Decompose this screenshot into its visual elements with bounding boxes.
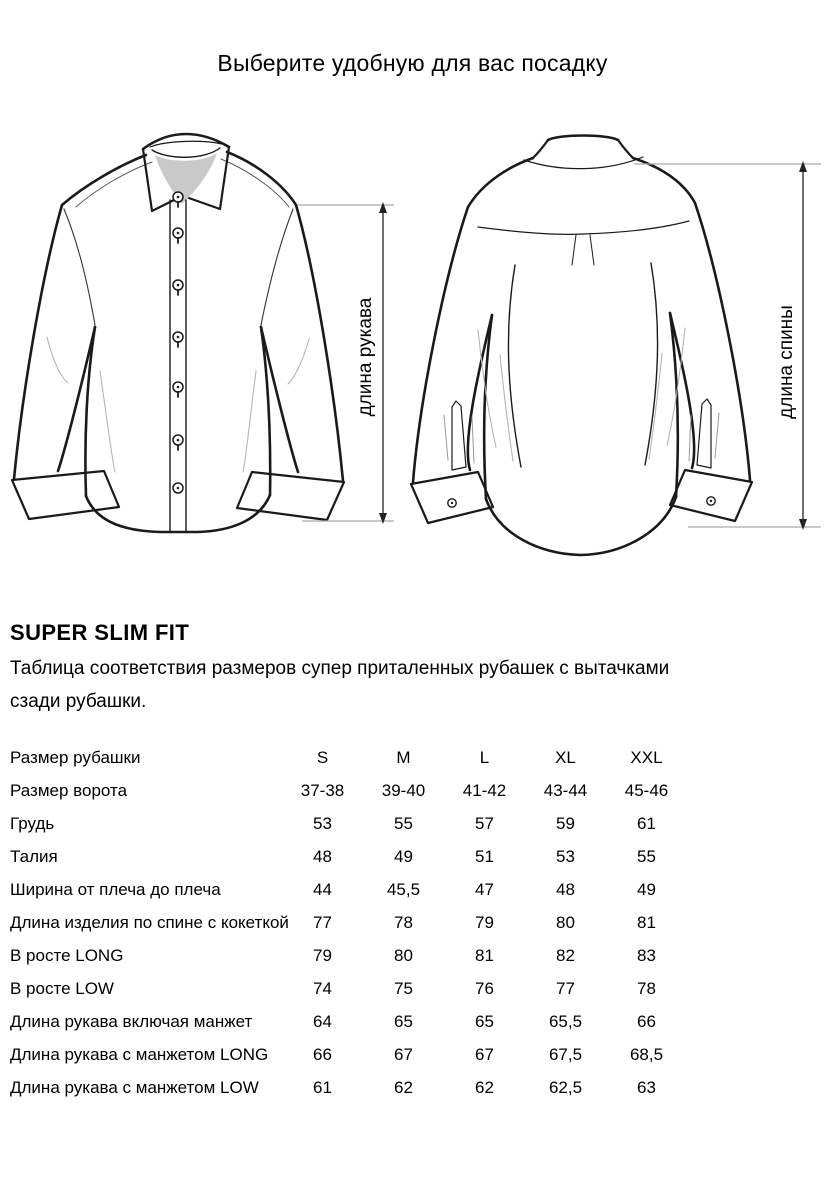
measurement-value: 37-38 [300,780,345,800]
table-row [10,873,690,906]
size-column-header: XL [555,747,576,767]
measurement-value: 78 [637,978,656,998]
measurement-value: 62 [394,1077,413,1097]
measurement-value: 62 [475,1077,494,1097]
row-label: Размер ворота [10,780,128,800]
measurement-value: 64 [313,1011,332,1031]
arrow-down-icon [799,519,807,530]
measurement-value: 65,5 [548,1011,583,1031]
sleeve-length-measure-line [298,202,394,524]
measurement-value: 65 [394,1011,413,1031]
measurement-value: 76 [475,978,494,998]
row-label: Ширина от плеча до плеча [10,879,221,899]
measurement-value: 66 [313,1044,332,1064]
front-shirt-drawing [12,134,344,532]
size-column-header: M [396,747,411,767]
measurement-value: 83 [637,945,656,965]
measurement-value: 61 [637,813,656,833]
measurement-value: 81 [475,945,494,965]
row-label: Длина рукава включая манжет [10,1011,253,1031]
measurement-value: 41-42 [462,780,507,800]
measurement-value: 43-44 [543,780,588,800]
shirt-diagrams [0,115,825,575]
fit-heading: SUPER SLIM FIT [10,620,190,645]
shirt-line-art [0,115,825,575]
table-header-row [10,741,690,774]
measurement-value: 49 [637,879,656,899]
table-row [10,807,690,840]
measurement-value: 77 [556,978,575,998]
measurement-value: 80 [556,912,575,932]
measurement-value: 63 [637,1077,656,1097]
measurement-value: 45,5 [386,879,421,899]
size-column-header: XXL [630,747,663,767]
measurement-value: 67 [475,1044,494,1064]
measurement-value: 57 [475,813,494,833]
table-row [10,939,690,972]
size-column-header: L [479,747,490,767]
measurement-value: 80 [394,945,413,965]
row-label: В росте LOW [10,978,114,998]
measurement-value: 82 [556,945,575,965]
arrow-down-icon [379,513,387,524]
table-row [10,906,690,939]
size-column-header: S [316,747,329,767]
measurement-value: 66 [637,1011,656,1031]
measurement-value: 47 [475,879,494,899]
row-label: Длина рукава с манжетом LOW [10,1077,259,1097]
front-buttons [173,192,183,493]
fit-description-line1: Таблица соответствия размеров супер приталенных рубашек с вытачками [10,658,670,679]
measurement-value: 53 [313,813,332,833]
measurement-value: 65 [475,1011,494,1031]
measurement-value: 78 [394,912,413,932]
measurement-value: 44 [313,879,332,899]
table-row [10,1071,690,1104]
measurement-value: 77 [313,912,332,932]
measurement-value: 39-40 [381,780,426,800]
measurement-value: 79 [313,945,332,965]
measurement-value: 62,5 [548,1077,583,1097]
inner-neck-shade [155,153,217,204]
measurement-value: 61 [313,1077,332,1097]
page-title: Выберите удобную для вас посадку [217,50,608,76]
row-label: В росте LONG [10,945,124,965]
measurement-value: 55 [637,846,656,866]
measurement-value: 74 [313,978,332,998]
measurement-value: 67 [394,1044,413,1064]
measurement-value: 59 [556,813,575,833]
measurement-value: 67,5 [548,1044,583,1064]
fit-description-line2: сзади рубашки. [10,691,147,712]
fit-description [10,652,810,718]
back-shirt-drawing [411,136,752,556]
row-label: Размер рубашки [10,747,141,767]
table-row [10,1038,690,1071]
back-length-label: длина спины [776,305,797,419]
measurement-value: 45-46 [624,780,669,800]
measurement-value: 48 [313,846,332,866]
arrow-up-icon [799,161,807,172]
arrow-up-icon [379,202,387,213]
measurement-value: 68,5 [629,1044,664,1064]
measurement-value: 79 [475,912,494,932]
measurement-value: 55 [394,813,413,833]
measurement-value: 75 [394,978,413,998]
table-row [10,1005,690,1038]
measurement-value: 51 [475,846,494,866]
row-label: Длина рукава с манжетом LONG [10,1044,269,1064]
row-label: Грудь [10,813,55,833]
sleeve-length-label: длина рукава [355,297,376,417]
table-row [10,774,690,807]
row-label: Длина изделия по спине с кокеткой [10,912,289,932]
table-row [10,972,690,1005]
measurement-value: 53 [556,846,575,866]
measurement-value: 81 [637,912,656,932]
measurement-value: 49 [394,846,413,866]
table-row [10,840,690,873]
measurement-value: 48 [556,879,575,899]
size-table [10,741,690,1104]
row-label: Талия [10,846,58,866]
